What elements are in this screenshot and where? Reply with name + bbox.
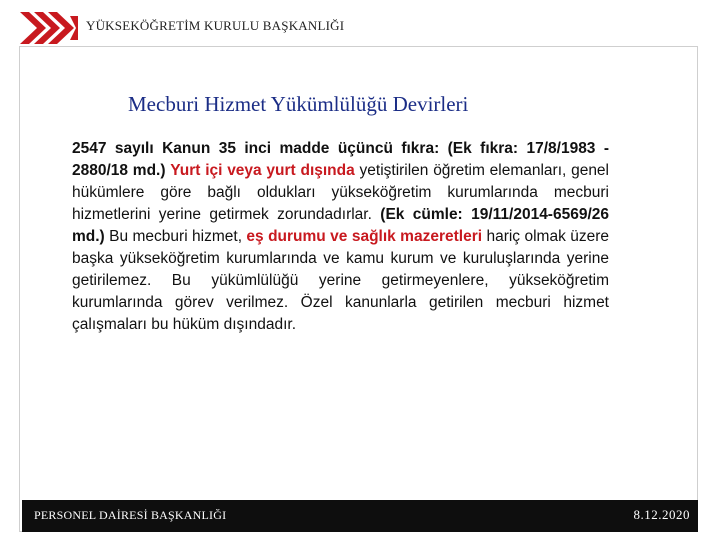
- footer-department: PERSONEL DAİRESİ BAŞKANLIĞI: [34, 508, 227, 522]
- added-sentence-reference: (Ek cümle: 19/11/2014-6569/26 md.): [72, 206, 609, 245]
- body-segment-1: yetiştirilen öğretim elemanları, genel hükümlere göre bağlı oldukları yükseköğretim kurumlarında mecburi hizmetlerini yerine getirmek zorundadırlar.: [72, 162, 610, 223]
- highlight-excuses: eş durumu ve sağlık mazeretleri: [246, 228, 483, 245]
- org-name: YÜKSEKÖĞRETİM KURULU BAŞKANLIĞI: [86, 18, 345, 33]
- body-segment-2: Bu mecburi hizmet,: [104, 228, 247, 245]
- slide-title: Mecburi Hizmet Yükümlülüğü Devirleri: [128, 92, 469, 116]
- yok-logo-icon: [20, 12, 78, 44]
- footer-date: 8.12.2020: [633, 507, 690, 522]
- law-reference: 2547 sayılı Kanun 35 inci madde üçüncü fıkra: (Ek fıkra: 17/8/1983 - 2880/18 md.): [72, 140, 609, 179]
- highlight-domestic-abroad: Yurt içi veya yurt dışında: [170, 162, 355, 179]
- body-segment-3: hariç olmak üzere başka yükseköğretim kurumlarında ve kamu kurum ve kuruluşlarında yerine getirilemez. Bu yükümlülüğü yerine getirmeyenlere, yükseköğretim kurumlarında görev verilmez. Özel kanunlarla getirilen mecburi hizmet çalışmaları bu hüküm dışındadır.: [72, 228, 610, 333]
- slide-body-text: [72, 138, 609, 336]
